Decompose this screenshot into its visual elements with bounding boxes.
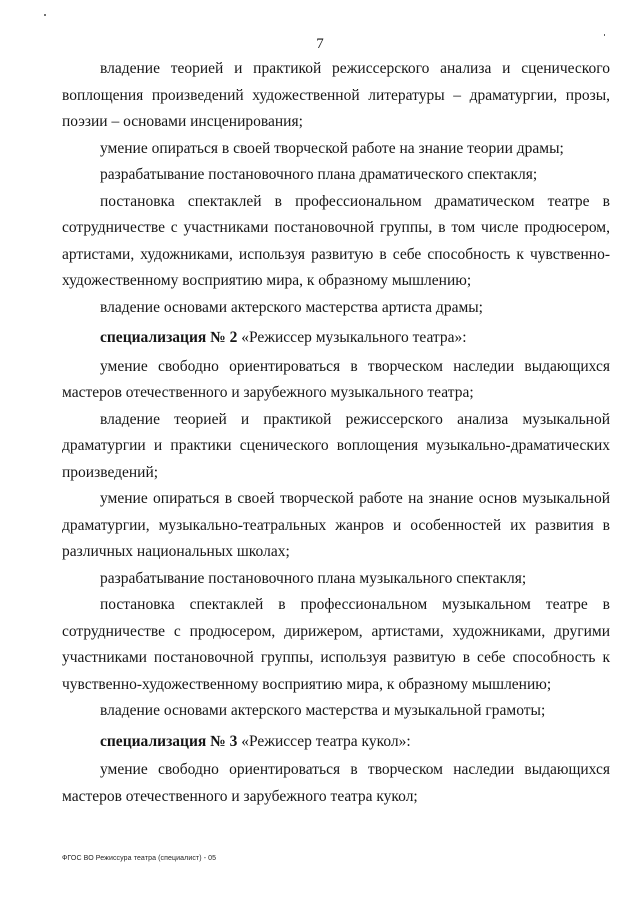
paragraph-drama-staging: постановка спектаклей в профессиональном драматическом театре в сотрудничестве с участниками постановочной группы, в том числе продюсером, артистами, художниками, используя развитую в себе способность к чувственно-художественному восприятию мира, к образному мышлению; xyxy=(62,192,610,289)
page-number: 7 xyxy=(316,36,324,52)
paragraph-music-plan: разрабатывание постановочного плана музыкального спектакля; xyxy=(100,569,527,587)
paragraph-music-acting: владение основами актерского мастерства и музыкальной грамоты; xyxy=(100,702,546,719)
specialization-label: специализация № 2 xyxy=(100,329,238,346)
paragraph-music-heritage: умение свободно ориентироваться в творческом наследии выдающихся мастеров отечественного и зарубежного музыкального театра; xyxy=(62,357,610,401)
specialization-heading-2 xyxy=(62,321,610,354)
specialization-label: специализация № 3 xyxy=(100,732,238,750)
paragraph-drama-acting: владение основами актерского мастерства артиста драмы; xyxy=(100,298,483,316)
scan-speck xyxy=(44,14,46,16)
paragraph-drama-plan: разрабатывание постановочного плана драматического спектакля; xyxy=(100,166,538,183)
specialization-heading-3 xyxy=(62,725,610,758)
document-body xyxy=(62,56,610,810)
paragraph-music-dramaturgy: умение опираться в своей творческой работе на знание основ музыкальной драматургии, музыкально-театральных жанров и особенностей их развития в различных национальных школах; xyxy=(62,490,610,560)
page-footer: ФГОС ВО Режиссура театра (специалист) - 05 xyxy=(62,855,217,862)
paragraph-music-analysis: владение теорией и практикой режиссерского анализа музыкальной драматургии и практики сценического воплощения музыкально-драматических произведений; xyxy=(62,410,610,481)
specialization-title: «Режиссер театра кукол»: xyxy=(237,732,411,750)
paragraph-drama-theory: умение опираться в своей творческой работе на знание теории драмы; xyxy=(100,139,564,157)
scan-speck xyxy=(604,34,605,36)
paragraph-analysis-theory: владение теорией и практикой режиссерского анализа и сценического воплощения произведений художественной литературы – драматургии, прозы, поэзии – основами инсценирования; xyxy=(62,60,610,130)
specialization-title: «Режиссер музыкального театра»: xyxy=(237,329,467,346)
paragraph-music-staging: постановка спектаклей в профессиональном музыкальном театре в сотрудничестве с продюсером, дирижером, артистами, художниками, другими участниками постановочной группы, используя развитую в себе способность к чувственно-художественному восприятию мира, к образному мышлению; xyxy=(62,596,610,693)
paragraph-puppet-heritage: умение свободно ориентироваться в творческом наследии выдающихся мастеров отечественного и зарубежного театра кукол; xyxy=(62,761,610,805)
